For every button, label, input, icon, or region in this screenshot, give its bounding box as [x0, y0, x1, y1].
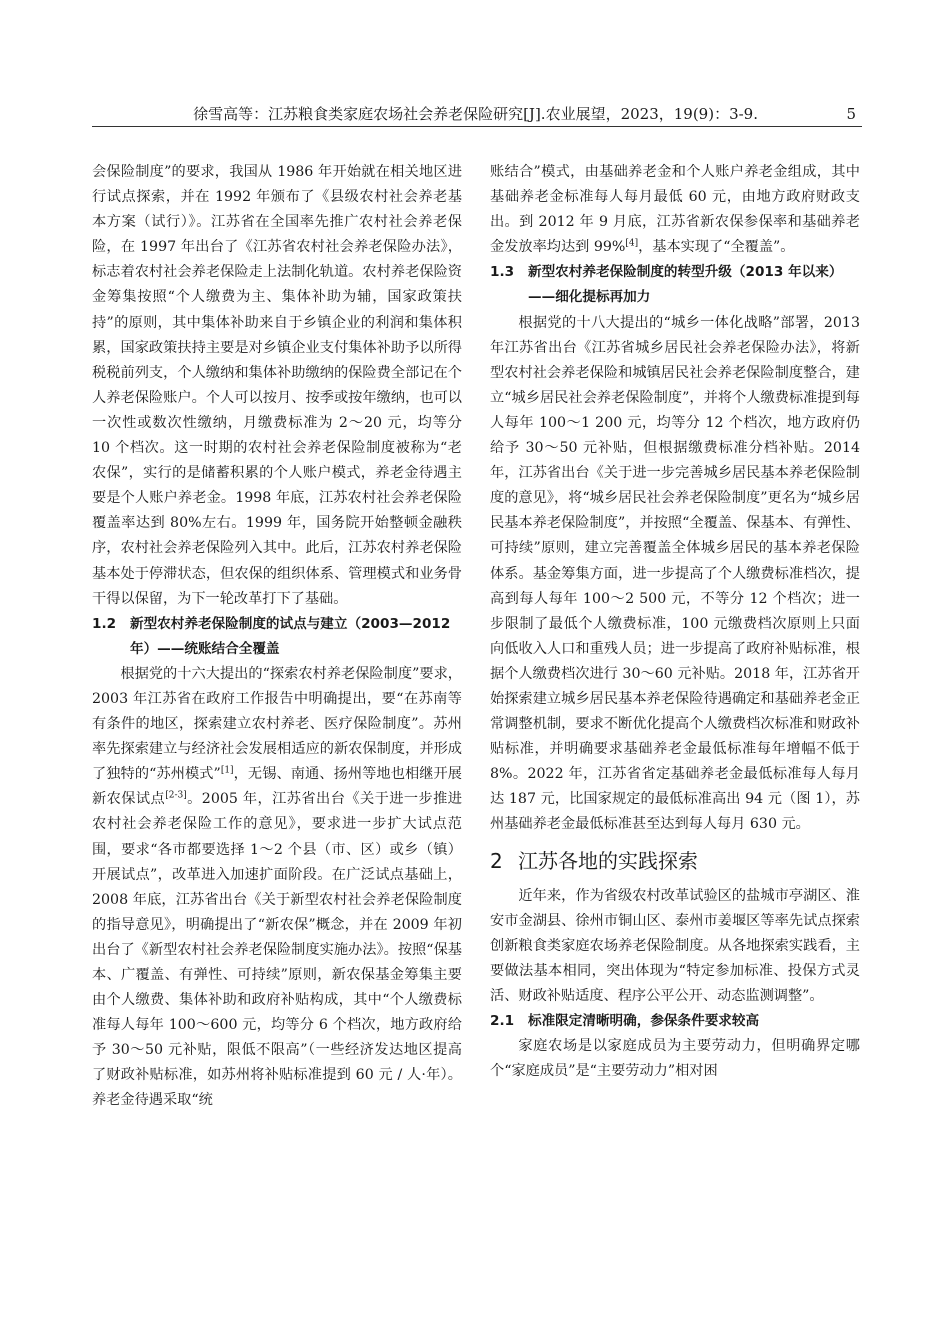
paragraph: 根据党的十八大提出的“城乡一体化战略”部署，2013 年江苏省出台《江苏省城乡居民社会养老保险办法》，将新型农村社会养老保险和城镇居民社会养老保险制度整合，建立“城乡居民社会养老保险制度”，并将个人缴费标准提到每人每年 100～1 200 元，均等分 12 个档次，地方政府仍给予 30～50 元补贴，但根据缴费标准分档补贴。2014 年，江苏省出台《关于进一步完善城乡居民基本养老保险制度的意见》，将“城乡居民社会养老保险制度”更名为“城乡居民基本养老保险制度”，并按照“全覆盖、保基本、有弹性、可持续”原则，建立完善覆盖全体城乡居民的基本养老保险体系。基金筹集方面，进一步提高了个人缴费标准档次，提高到每人每年 100～2 500 元，不等分 12 个档次；进一步限制了最低个人缴费标准，100 元缴费档次原则上只面向低收入人口和重残人员；进一步提高了政府补贴标准，根据个人缴费档次进行 30～60 元补贴。2018 年，江苏省开始探索建立城乡居民基本养老保险待遇确定和基础养老金正常调整机制，要求不断优化提高个人缴费档次标准和财政补贴标准，并明确要求基础养老金最低标准每年增幅不低于 8%。2022 年，江苏省省定基础养老金最低标准每人每月达 187 元，比国家规定的最低标准高出 94 元（图 1），苏州基础养老金最低标准甚至达到每人每月 630 元。: [490, 314, 860, 833]
section-number: 2: [490, 848, 503, 873]
paragraph-text: ，基本实现了“全覆盖”。: [638, 239, 795, 256]
paragraph: 近年来，作为省级农村改革试验区的盐城市亭湖区、淮安市金湖县、徐州市铜山区、泰州市姜堰区等率先试点探索创新粮食类家庭农场养老保险制度。从各地探索实践看，主要做法基本相同，突出体现为“特定参加标准、投保方式灵活、财政补贴适度、程序公平公开、动态监测调整”。: [490, 887, 860, 1004]
subsection-heading-1-3: [490, 260, 860, 310]
section-heading-2: [490, 846, 860, 876]
paragraph-text: 账结合”模式，由基础养老金和个人账户养老金组成，其中基础养老金标准每人每月最低 60 元，由地方政府财政支出。到 2012 年 9 月底，江苏省新农保参保率和基础养老金发放率均达到 99%: [490, 164, 860, 256]
reference-link[interactable]: [4]: [625, 238, 639, 249]
subsection-title: 标准限定清晰明确，参保条件要求较高: [528, 1013, 760, 1029]
paragraph: 会保险制度”的要求，我国从 1986 年开始就在相关地区进行试点探索，并在 1992 年颁布了《县级农村社会养老基本方案（试行）》。江苏省在全国率先推广农村社会养老保险，在 1997 年出台了《江苏省农村社会养老保险办法》，标志着农村社会养老保险走上法制化轨道。农村养老保险资金筹集按照“个人缴费为主、集体补助为辅，国家政策扶持”的原则，其中集体补助来自于乡镇企业的利润和集体积累，国家政策扶持主要是对乡镇企业支付集体补助予以所得税税前列支，个人缴纳和集体补助缴纳的保险费全部记在个人养老保险账户。个人可以按月、按季或按年缴纳，也可以一次性或数次性缴纳，月缴费标准为 2～20 元，均等分 10 个档次。这一时期的农村社会养老保险制度被称为“老农保”，实行的是储蓄积累的个人账户模式，养老金待遇主要是个人账户养老金。1998 年底，江苏农村社会养老保险覆盖率达到 80%左右。1999 年，国务院开始整顿金融秩序，农村社会养老保险列入其中。此后，江苏农村养老保险基本处于停滞状态，但农保的组织体系、管理模式和业务骨干得以保留，为下一轮改革打下了基础。: [92, 164, 462, 607]
paragraph: [92, 662, 462, 1114]
right-column: [490, 160, 860, 1084]
section-title: 江苏各地的实践探索: [518, 848, 698, 873]
subsection-number: 1.3: [490, 264, 515, 281]
subsection-number: 2.1: [490, 1013, 515, 1029]
subsection-number: 1.2: [92, 615, 117, 632]
citation: 徐雪高等：江苏粮食类家庭农场社会养老保险研究[J].农业展望，2023，19(9)：3-9.: [193, 105, 758, 123]
page-number: 5: [846, 105, 856, 123]
left-column: [92, 160, 462, 1114]
subsection-heading-1-2: [92, 612, 462, 662]
subsection-heading-2-1: [490, 1009, 860, 1034]
paragraph-text: ，无锡、南通、扬州等地也相继开展新农保试点: [92, 766, 462, 808]
subsection-title: 新型农村养老保险制度的转型升级（2013 年以来）——细化提标再加力: [528, 264, 843, 306]
reference-link[interactable]: [1]: [220, 765, 234, 776]
paragraph-text: 根据党的十六大提出的“探索农村养老保险制度”要求，2003 年江苏省在政府工作报告中明确提出，要“在苏南等有条件的地区，探索建立农村养老、医疗保险制度”。苏州率先探索建立与经济社会发展相适应的新农保制度，并形成了独特的“苏州模式”: [92, 665, 462, 783]
paragraph: 家庭农场是以家庭成员为主要劳动力，但明确界定哪个“家庭成员”是“主要劳动力”相对困: [490, 1038, 860, 1080]
paragraph-text: 。2005 年，江苏省出台《关于进一步推进农村社会养老保险工作的意见》，要求进一步扩大试点范围，要求“各市都要选择 1～2 个县（市、区）或乡（镇）开展试点”，改革进入加速扩面阶段。在广泛试点基础上，2008 年底，江苏省出台《关于新型农村社会养老保险制度的指导意见》，明确提出了“新农保”概念，并在 2009 年初出台了《新型农村社会养老保险制度实施办法》。按照“保基本、广覆盖、有弹性、可持续”原则，新农保基金筹集主要由个人缴费、集体补助和政府补贴构成，其中“个人缴费标准每人每年 100～600 元，均等分 6 个档次，地方政府给予 30～50 元补贴，限低不限高”（一些经济发达地区提高了财政补贴标准，如苏州将补贴标准提到 60 元 / 人·年）。养老金待遇采取“统: [92, 791, 462, 1109]
reference-link[interactable]: [2-3]: [165, 790, 187, 801]
paragraph: [490, 160, 860, 260]
running-header: [92, 104, 862, 127]
subsection-title: 新型农村养老保险制度的试点与建立（2003—2012 年）——统账结合全覆盖: [130, 615, 451, 657]
